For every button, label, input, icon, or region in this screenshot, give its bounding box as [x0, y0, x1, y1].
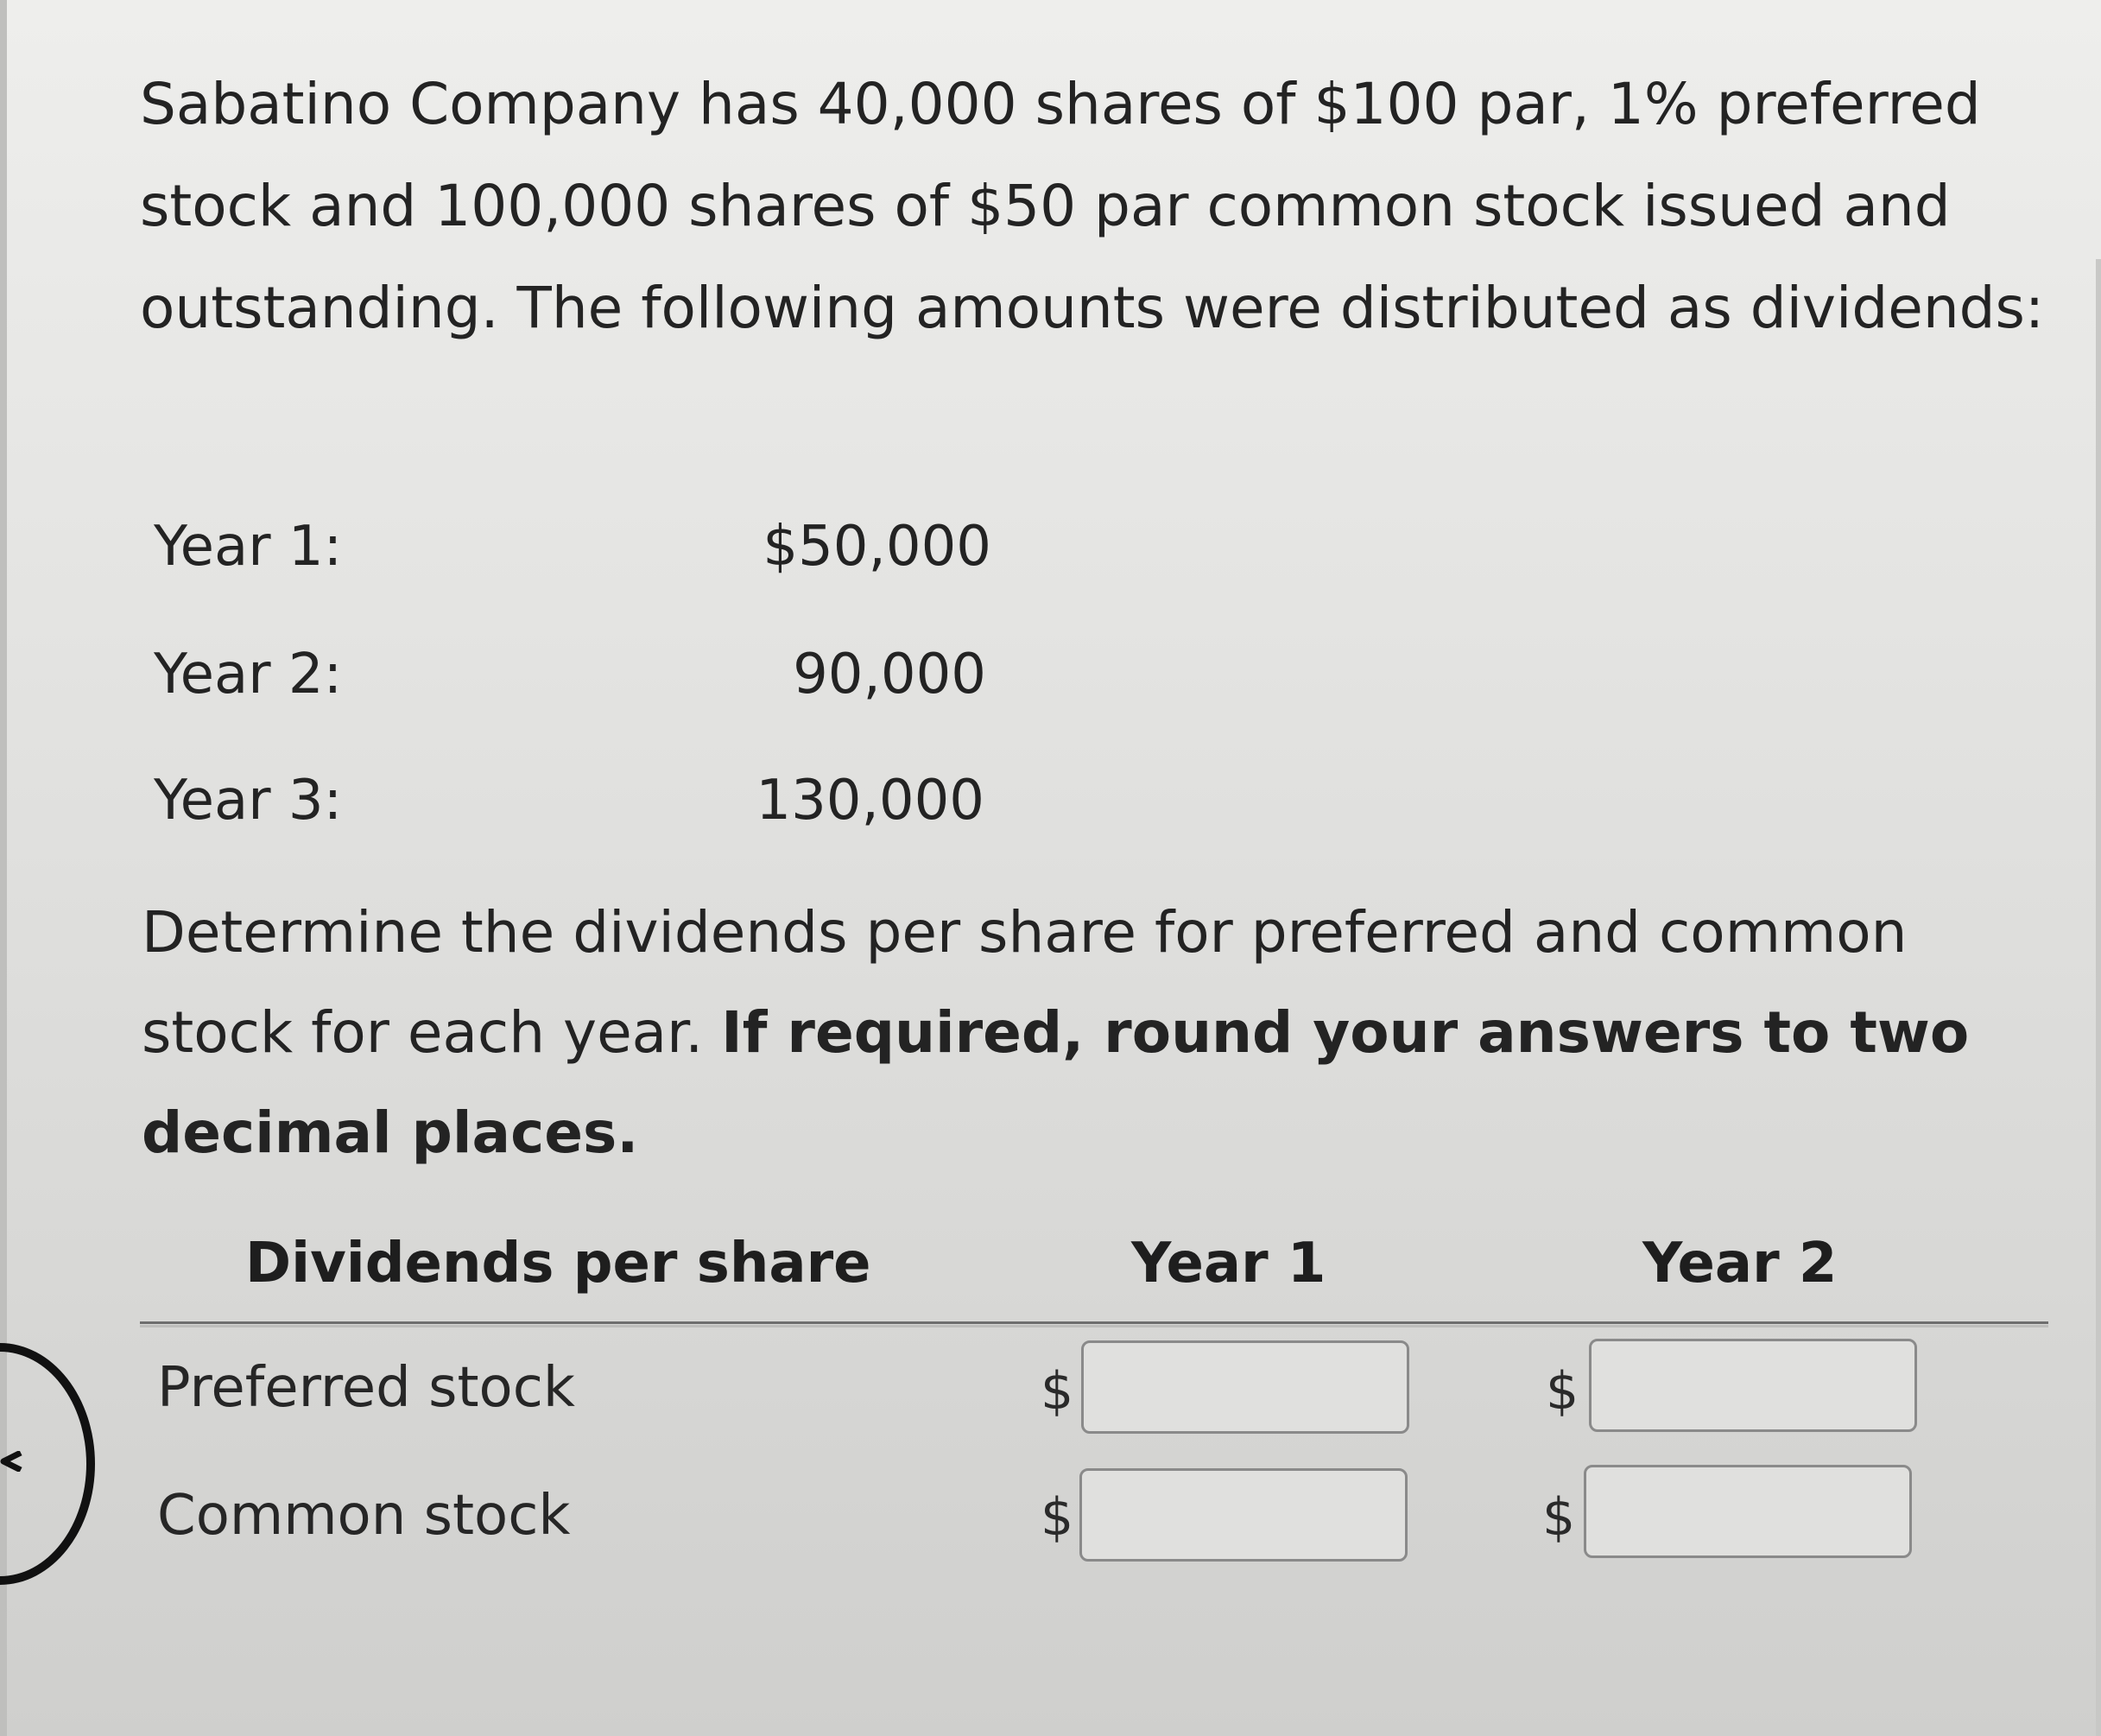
problem-statement: Sabatino Company has 40,000 shares of $100 par, 1% preferred stock and 100,000 shares of $50 par common stock issued and outstanding. The following amounts were distributed as dividends: — [140, 71, 2045, 341]
dividend-year-label: Year 3: — [154, 769, 343, 833]
row-label-common-stock: Common stock — [157, 1484, 571, 1548]
instruction-main: Determine the dividends per share for preferred and common stock for each year. — [142, 899, 1908, 1066]
instruction-text — [142, 883, 2041, 1183]
instruction-rounding: If required, round your answers to two decimal places. — [142, 999, 1970, 1166]
dividend-row-year-3 — [154, 762, 1017, 839]
common-year-1-input[interactable] — [1079, 1468, 1408, 1562]
currency-symbol: $ — [1041, 1487, 1074, 1548]
row-label-preferred-stock: Preferred stock — [157, 1356, 575, 1420]
column-header-year-2: Year 2 — [1642, 1232, 1838, 1296]
screen-right-edge — [2096, 259, 2101, 1736]
dividend-amount: 130,000 — [756, 769, 984, 833]
column-header-year-1: Year 1 — [1131, 1232, 1326, 1296]
dividend-row-year-2 — [154, 636, 1017, 713]
common-year-2-input[interactable] — [1584, 1465, 1912, 1558]
dividend-year-label: Year 1: — [154, 515, 343, 579]
table-header-label: Dividends per share — [245, 1232, 871, 1296]
preferred-year-2-input[interactable] — [1589, 1339, 1917, 1432]
dividend-year-label: Year 2: — [154, 643, 343, 706]
table-header-divider — [140, 1321, 2048, 1324]
chevron-left-icon — [0, 1451, 26, 1472]
currency-symbol: $ — [1546, 1361, 1579, 1422]
dividend-amount: $50,000 — [763, 515, 991, 579]
preferred-year-1-input[interactable] — [1081, 1340, 1409, 1434]
dividend-amount: 90,000 — [793, 643, 986, 706]
currency-symbol: $ — [1041, 1361, 1074, 1422]
currency-symbol: $ — [1542, 1487, 1576, 1548]
dividend-row-year-1 — [154, 508, 1017, 586]
